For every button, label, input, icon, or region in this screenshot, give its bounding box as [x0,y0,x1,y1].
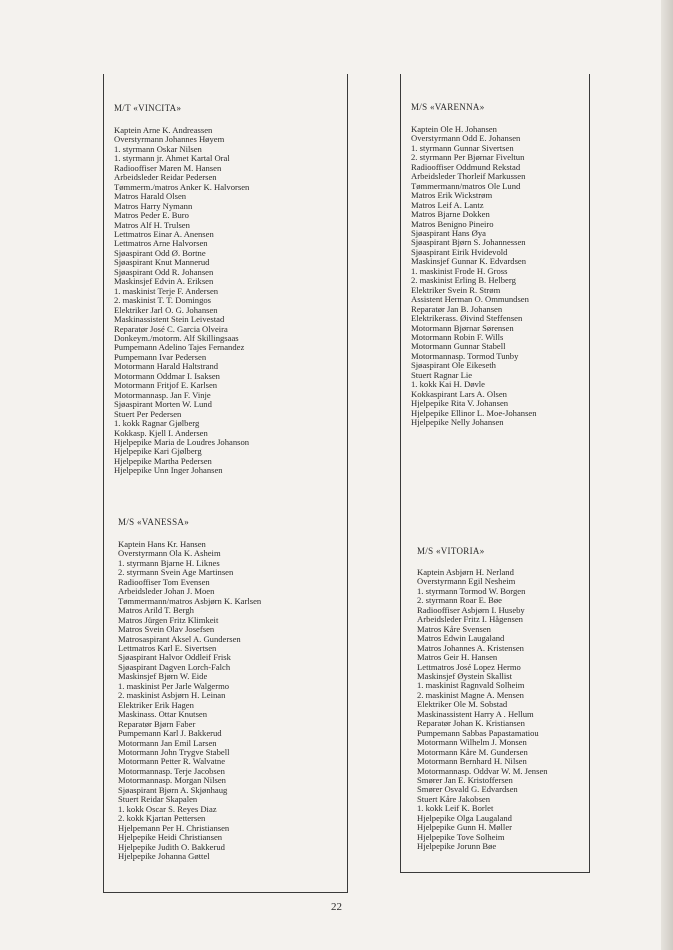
crew-member: Matros Kåre Svensen [417,623,491,634]
crew-member: Motormann Fritjof E. Karlsen [114,380,218,391]
crew-member: Kaptein Ole H. Johansen [411,124,497,134]
crew-member: Tømmerm./matros Anker K. Halvorsen [114,181,250,192]
crew-member: 2. styrmann Roar E. Bøe [417,595,502,606]
crew-member: Elektriker Erik Hagen [118,699,194,710]
crew-member: Assistent Herman O. Ommundsen [411,294,529,305]
crew-member: Matros Bjarne Dokken [411,209,490,220]
crew-member: Tømmermann/matros Ole Lund [411,180,521,191]
crew-member: Stuert Ragnar Lie [411,369,473,380]
crew-member: 1. kokk Oscar S. Reyes Diaz [118,803,217,814]
crew-member: Pumpemann Karl J. Bakkerud [118,728,222,739]
crew-member: Lettmatros Arne Halvorsen [114,238,208,249]
crew-member: Matros Johannes A. Kristensen [417,642,524,653]
crew-member: 1. maskinist Frode H. Gross [411,265,508,276]
crew-member: 2. styrmann Svein Age Martinsen [118,567,234,578]
crew-member: Motormann Wilhelm J. Monsen [417,737,527,748]
crew-member: Matros Leif A. Lantz [411,199,484,210]
crew-member: 2. maskinist T. T. Domingos [114,295,212,306]
page-number: 22 [331,901,342,913]
crew-member: Sjøaspirant Eirik Hvidevold [411,246,508,257]
crew-member: Hjelpepike Martha Pedersen [114,455,212,466]
crew-member: Hjelpepike Rita V. Johansen [411,398,509,409]
crew-member: 1. styrmann Oskar Nilsen [114,143,202,154]
crew-member: Hjelpepike Jorunn Bøe [417,841,497,852]
crew-member: Pumpemann Sabbas Papastamatiou [417,727,539,738]
crew-member: 2. styrmann Per Bjørnar Fiveltun [411,152,525,163]
crew-member: Sjøaspirant Knut Mannerud [114,257,210,268]
crew-member: 1. styrmann jr. Ahmet Kartal Oral [114,153,230,164]
crew-member: Hjelpemann Per H. Christiansen [118,822,230,833]
crew-list [114,126,249,476]
crew-list [417,568,548,852]
crew-member: Sjøaspirant Hans Øya [411,227,486,238]
crew-member: Hjelpepike Maria de Loudres Johanson [114,436,250,447]
crew-member: Matros Svein Olav Josefsen [118,624,215,635]
crew-member: Hjelpepike Heidi Christiansen [118,832,223,843]
crew-member: Motormannasp. Jan F. Vinje [114,389,211,400]
crew-member: Motormannasp. Tormod Tunby [411,350,519,361]
crew-member: 2. maskinist Asbjørn H. Leinan [118,690,226,701]
crew-member: Maskinsjef Gunnar K. Edvardsen [411,256,527,267]
crew-member: Motormann Harald Haltstrand [114,361,219,372]
crew-member: Stuert Reidar Skapalen [118,794,198,805]
crew-member: Matros Geir H. Hansen [417,652,498,663]
crew-member: Arbeidsleder Fritz I. Hågensen [417,614,523,625]
crew-member: Motormannasp. Morgan Nilsen [118,775,226,786]
crew-member: Motormann Kåre M. Gundersen [417,746,528,757]
crew-member: Motormann John Trygve Stabell [118,746,230,757]
crew-member: Donkeym./motorm. Alf Skillingsaas [114,332,239,343]
crew-member: Kaptein Asbjørn H. Nerland [417,567,514,577]
crew-member: Matrosaspirant Aksel A. Gundersen [118,633,241,644]
crew-member: Matros Harald Olsen [114,191,187,202]
crew-member: Smører Osvald G. Edvardsen [417,784,518,795]
crew-member: Elektriker Jarl O. G. Johansen [114,304,218,315]
crew-member: 1. styrmann Bjarne H. Liknes [118,557,220,568]
section-title: M/S «VARENNA» [411,102,485,112]
crew-member: Elektrikerass. Øivind Steffensen [411,313,523,324]
crew-member: Radiooffiser Oddmund Rekstad [411,161,521,172]
crew-member: Matros Edwin Laugaland [417,633,505,644]
crew-member: Kaptein Arne K. Andreassen [114,125,213,135]
crew-member: Maskinassistent Stein Leivestad [114,314,225,325]
crew-section-vitoria [417,546,548,852]
crew-member: Reparatør Bjørn Faber [118,718,196,729]
crew-member: Sjøaspirant Bjørn S. Johannessen [411,237,526,248]
crew-member: Matros Jürgen Fritz Klimkeit [118,614,219,625]
crew-member: Motormannasp. Terje Jacobsen [118,765,225,776]
crew-member: Hjelpepike Nelly Johansen [411,417,504,428]
crew-member: Maskinass. Ottar Knutsen [118,709,208,720]
crew-member: Matros Alf H. Trulsen [114,219,190,230]
crew-member: Maskinassistent Harry A . Hellum [417,708,534,719]
section-title: M/S «VANESSA» [118,517,190,527]
crew-member: 2. maskinist Magne A. Mensen [417,689,524,700]
crew-member: Motormann Jan Emil Larsen [118,737,217,748]
crew-member: Overstyrmann Ola K. Asheim [118,548,221,559]
crew-member: Sjøaspirant Odd R. Johansen [114,266,214,277]
crew-member: Maskinsjef Edvin A. Eriksen [114,276,214,287]
crew-member: Hjelpepike Olga Laugaland [417,812,512,823]
crew-member: Elektriker Svein R. Strøm [411,284,501,295]
crew-member: Hjelpepike Gunn H. Møller [417,822,512,833]
crew-member: Pumpemann Ivar Pedersen [114,351,207,362]
crew-member: Hjelpepike Unn Inger Johansen [114,465,223,476]
crew-member: Matros Erik Wickstrøm [411,190,493,201]
crew-member: Motormann Bernhard H. Nilsen [417,756,527,767]
crew-member: Maskinsjef Øystein Skallist [417,670,513,681]
crew-member: Matros Harry Nymann [114,200,193,211]
crew-member: Overstyrmann Odd E. Johansen [411,133,521,144]
crew-member: Overstyrmann Johannes Høyem [114,134,225,145]
crew-member: Sjøaspirant Halvor Oddleif Frisk [118,652,231,663]
crew-member: Elektriker Ole M. Sobstad [417,699,508,710]
crew-member: Reparatør Jan B. Johansen [411,303,503,314]
crew-member: Tømmermann/matros Asbjørn K. Karlsen [118,595,262,606]
crew-member: Sjøaspirant Morten W. Lund [114,399,212,410]
crew-member: Hjelpepike Kari Gjølberg [114,446,202,457]
crew-member: Sjøaspirant Bjørn A. Skjønhaug [118,784,228,795]
crew-member: Hjelpepike Judith O. Bakkerud [118,841,225,852]
crew-member: Pumpemann Adelino Tajes Fernandez [114,342,245,353]
crew-section-vincita [114,103,249,476]
crew-member: Hjelpepike Ellinor L. Moe-Johansen [411,407,537,418]
crew-member: Arbeidsleder Reidar Pedersen [114,172,217,183]
crew-section-vanessa [118,517,261,861]
crew-member: Arbeidsleder Thorleif Markussen [411,171,526,182]
crew-member: Sjøaspirant Dagven Lorch-Falch [118,661,231,672]
crew-member: Maskinsjef Bjørn W. Eide [118,671,208,682]
crew-member: Lettmatros Einar A. Anensen [114,228,214,239]
crew-member: 1. styrmann Tormod W. Borgen [417,585,526,596]
crew-member: Lettmatros José Lopez Hermo [417,661,521,672]
crew-member: 2. maskinist Erling B. Helberg [411,275,516,286]
crew-member: Motormann Robin F. Wills [411,331,504,342]
crew-member: Arbeidsleder Johan J. Moen [118,586,215,597]
crew-member: Hjelpepike Johanna Gøttel [118,850,210,861]
crew-member: Radiooffiser Tom Evensen [118,576,210,587]
crew-member: 1. kokk Ragnar Gjølberg [114,418,200,429]
crew-member: Motormann Gunnar Stabell [411,341,506,352]
crew-member: Motormann Oddmar I. Isaksen [114,370,220,381]
crew-member: Hjelpepike Tove Solheim [417,831,505,842]
crew-member: Motormannasp. Oddvar W. M. Jensen [417,765,548,776]
crew-member: Motormann Bjørnar Sørensen [411,322,514,333]
crew-member: Overstyrmann Egil Nesheim [417,576,516,587]
crew-member: 1. styrmann Gunnar Sivertsen [411,142,514,153]
crew-member: Reparatør José C. Garcia Olveira [114,323,228,334]
crew-list [118,540,261,861]
section-title: M/S «VITORIA» [417,546,485,556]
crew-member: Kokkasp. Kjell I. Andersen [114,427,208,438]
crew-member: Sjøaspirant Odd Ø. Bortne [114,247,206,258]
binding-edge [661,0,673,950]
crew-member: Kokkaspirant Lars A. Olsen [411,388,507,399]
crew-list [411,125,537,428]
crew-member: Matros Arild T. Bergh [118,605,194,616]
crew-member: Lettmatros Karl E. Sivertsen [118,642,217,653]
crew-member: Matros Peder E. Buro [114,210,189,221]
crew-member: Kaptein Hans Kr. Hansen [118,539,206,549]
crew-member: Stuert Kåre Jakobsen [417,793,491,804]
crew-member: 1. kokk Leif K. Borlet [417,803,494,814]
crew-member: Matros Benigno Pineiro [411,218,494,229]
crew-section-varenna [411,102,537,428]
crew-member: Sjøaspirant Ole Eikeseth [411,360,496,371]
crew-member: 2. kokk Kjartan Pettersen [118,813,206,824]
crew-member: 1. kokk Kai H. Døvle [411,379,485,390]
crew-member: Radiooffiser Asbjørn I. Huseby [417,604,525,615]
crew-member: 1. maskinist Terje F. Andersen [114,285,219,296]
crew-member: Stuert Per Pedersen [114,408,182,419]
crew-member: Radiooffiser Maren M. Hansen [114,162,222,173]
crew-member: Reparatør Johan K. Kristiansen [417,718,525,729]
crew-member: Smører Jan E. Kristoffersen [417,774,513,785]
crew-member: 1. maskinist Ragnvald Solheim [417,680,525,691]
crew-member: Motormann Petter R. Walvatne [118,756,226,767]
section-title: M/T «VINCITA» [114,103,182,113]
crew-member: 1. maskinist Per Jarle Walgermo [118,680,230,691]
